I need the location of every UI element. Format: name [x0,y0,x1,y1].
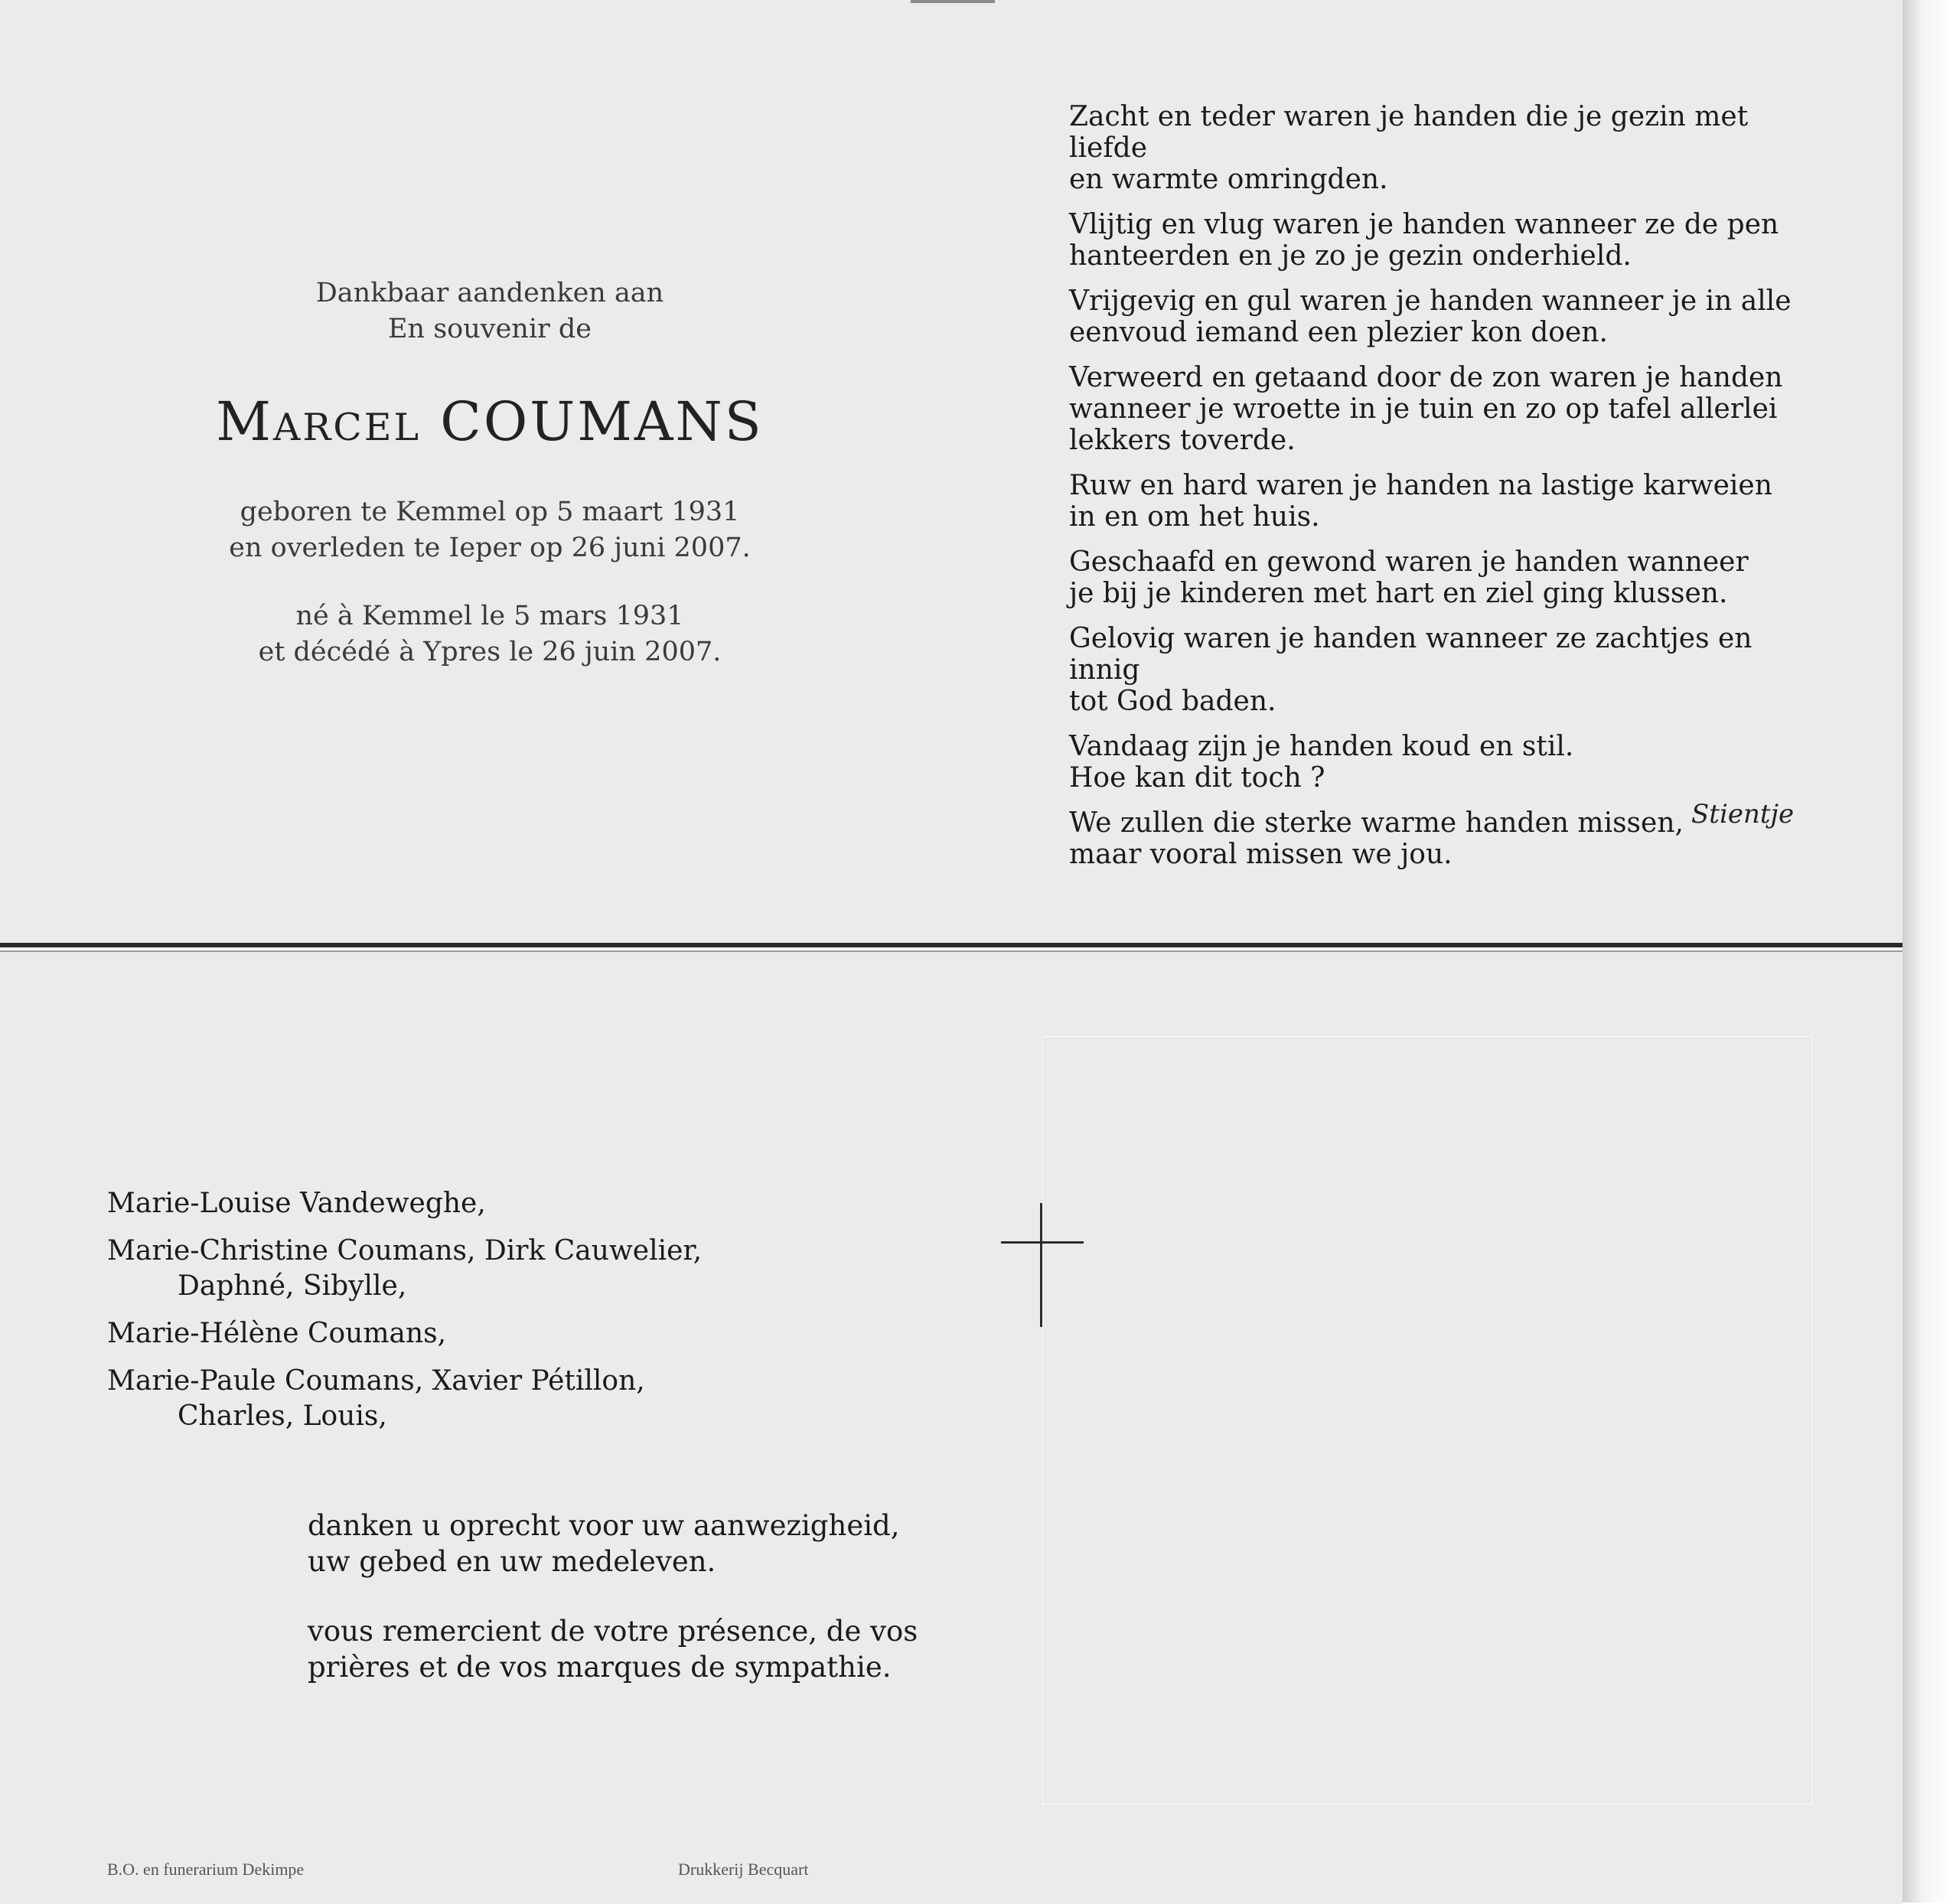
funeral-home-credit: B.O. en funerarium Dekimpe [107,1860,305,1879]
fold-crease [911,0,995,3]
family-line: Marie-Christine Coumans, Dirk Cauwelier, [107,1235,703,1267]
dates-french [122,598,857,670]
poem-stanza: Vlijtig en vlug waren je handen wanneer ze de pen hanteerden en je zo je gezin onderhield. [1069,209,1779,272]
dates-dutch [122,494,857,566]
cross-icon [1040,1203,1042,1327]
poem-stanza: We zullen die sterke warme handen missen, maar vooral missen we jou. [1069,807,1684,870]
family-line: Charles, Louis, [178,1400,387,1432]
family-line: Daphné, Sibylle, [178,1270,407,1302]
cross-icon-bar [1001,1241,1084,1244]
poem-signature: Stientje [1691,799,1795,830]
poem-stanza: Vrijgevig en gul waren je handen wanneer je in alle eenvoud iemand een plezier kon doen. [1069,285,1792,348]
deceased-name: Marcel COUMANS [216,390,764,453]
printer-credit: Drukkerij Becquart [678,1860,809,1879]
photo-frame [1042,1036,1812,1805]
front-panel [122,275,857,670]
poem-stanza: Ruw en hard waren je handen na lastige karweien in en om het huis. [1069,470,1772,533]
intro-line-2: En souvenir de [388,314,592,344]
poem-stanza: Vandaag zijn je handen koud en stil. Hoe kan dit toch ? [1069,731,1574,794]
poem-stanza: Geschaafd en gewond waren je handen wanneer je bij je kinderen met hart en ziel ging klussen. [1069,546,1749,609]
thanks-text [308,1508,918,1719]
intro-text [122,275,857,347]
dates-french-line-1: né à Kemmel le 5 mars 1931 [295,601,684,631]
family-line: Marie-Louise Vandeweghe, [107,1188,486,1219]
poem-stanza: Gelovig waren je handen wanneer ze zachtjes en innig tot God baden. [1069,623,1752,717]
family-group [107,1364,702,1434]
family-line: Marie-Hélène Coumans, [107,1318,447,1349]
scan-edge [1902,0,1953,1902]
intro-line-1: Dankbaar aandenken aan [315,278,664,308]
dates-french-line-2: et décédé à Ypres le 26 juin 2007. [258,637,722,667]
thanks-french: vous remercient de votre présence, de vos prières et de vos marques de sympathie. [308,1615,918,1684]
poem [1069,101,1804,884]
family-group [107,1186,702,1221]
poem-stanza: Verweerd en getaand door de zon waren je handen wanneer je wroette in je tuin en zo op tafel allerlei lekkers toverde. [1069,362,1783,456]
dates-dutch-line-1: geboren te Kemmel op 5 maart 1931 [240,497,740,527]
family-group [107,1316,702,1351]
family-list [107,1186,702,1446]
poem-stanza: Zacht en teder waren je handen die je gezin met liefde en warmte omringden. [1069,101,1749,195]
family-group [107,1234,702,1304]
dates-dutch-line-2: en overleden te Ieper op 26 juni 2007. [229,533,751,563]
thanks-dutch: danken u oprecht voor uw aanwezigheid, uw gebed en uw medeleven. [308,1509,900,1578]
family-line: Marie-Paule Coumans, Xavier Pétillon, [107,1365,645,1397]
